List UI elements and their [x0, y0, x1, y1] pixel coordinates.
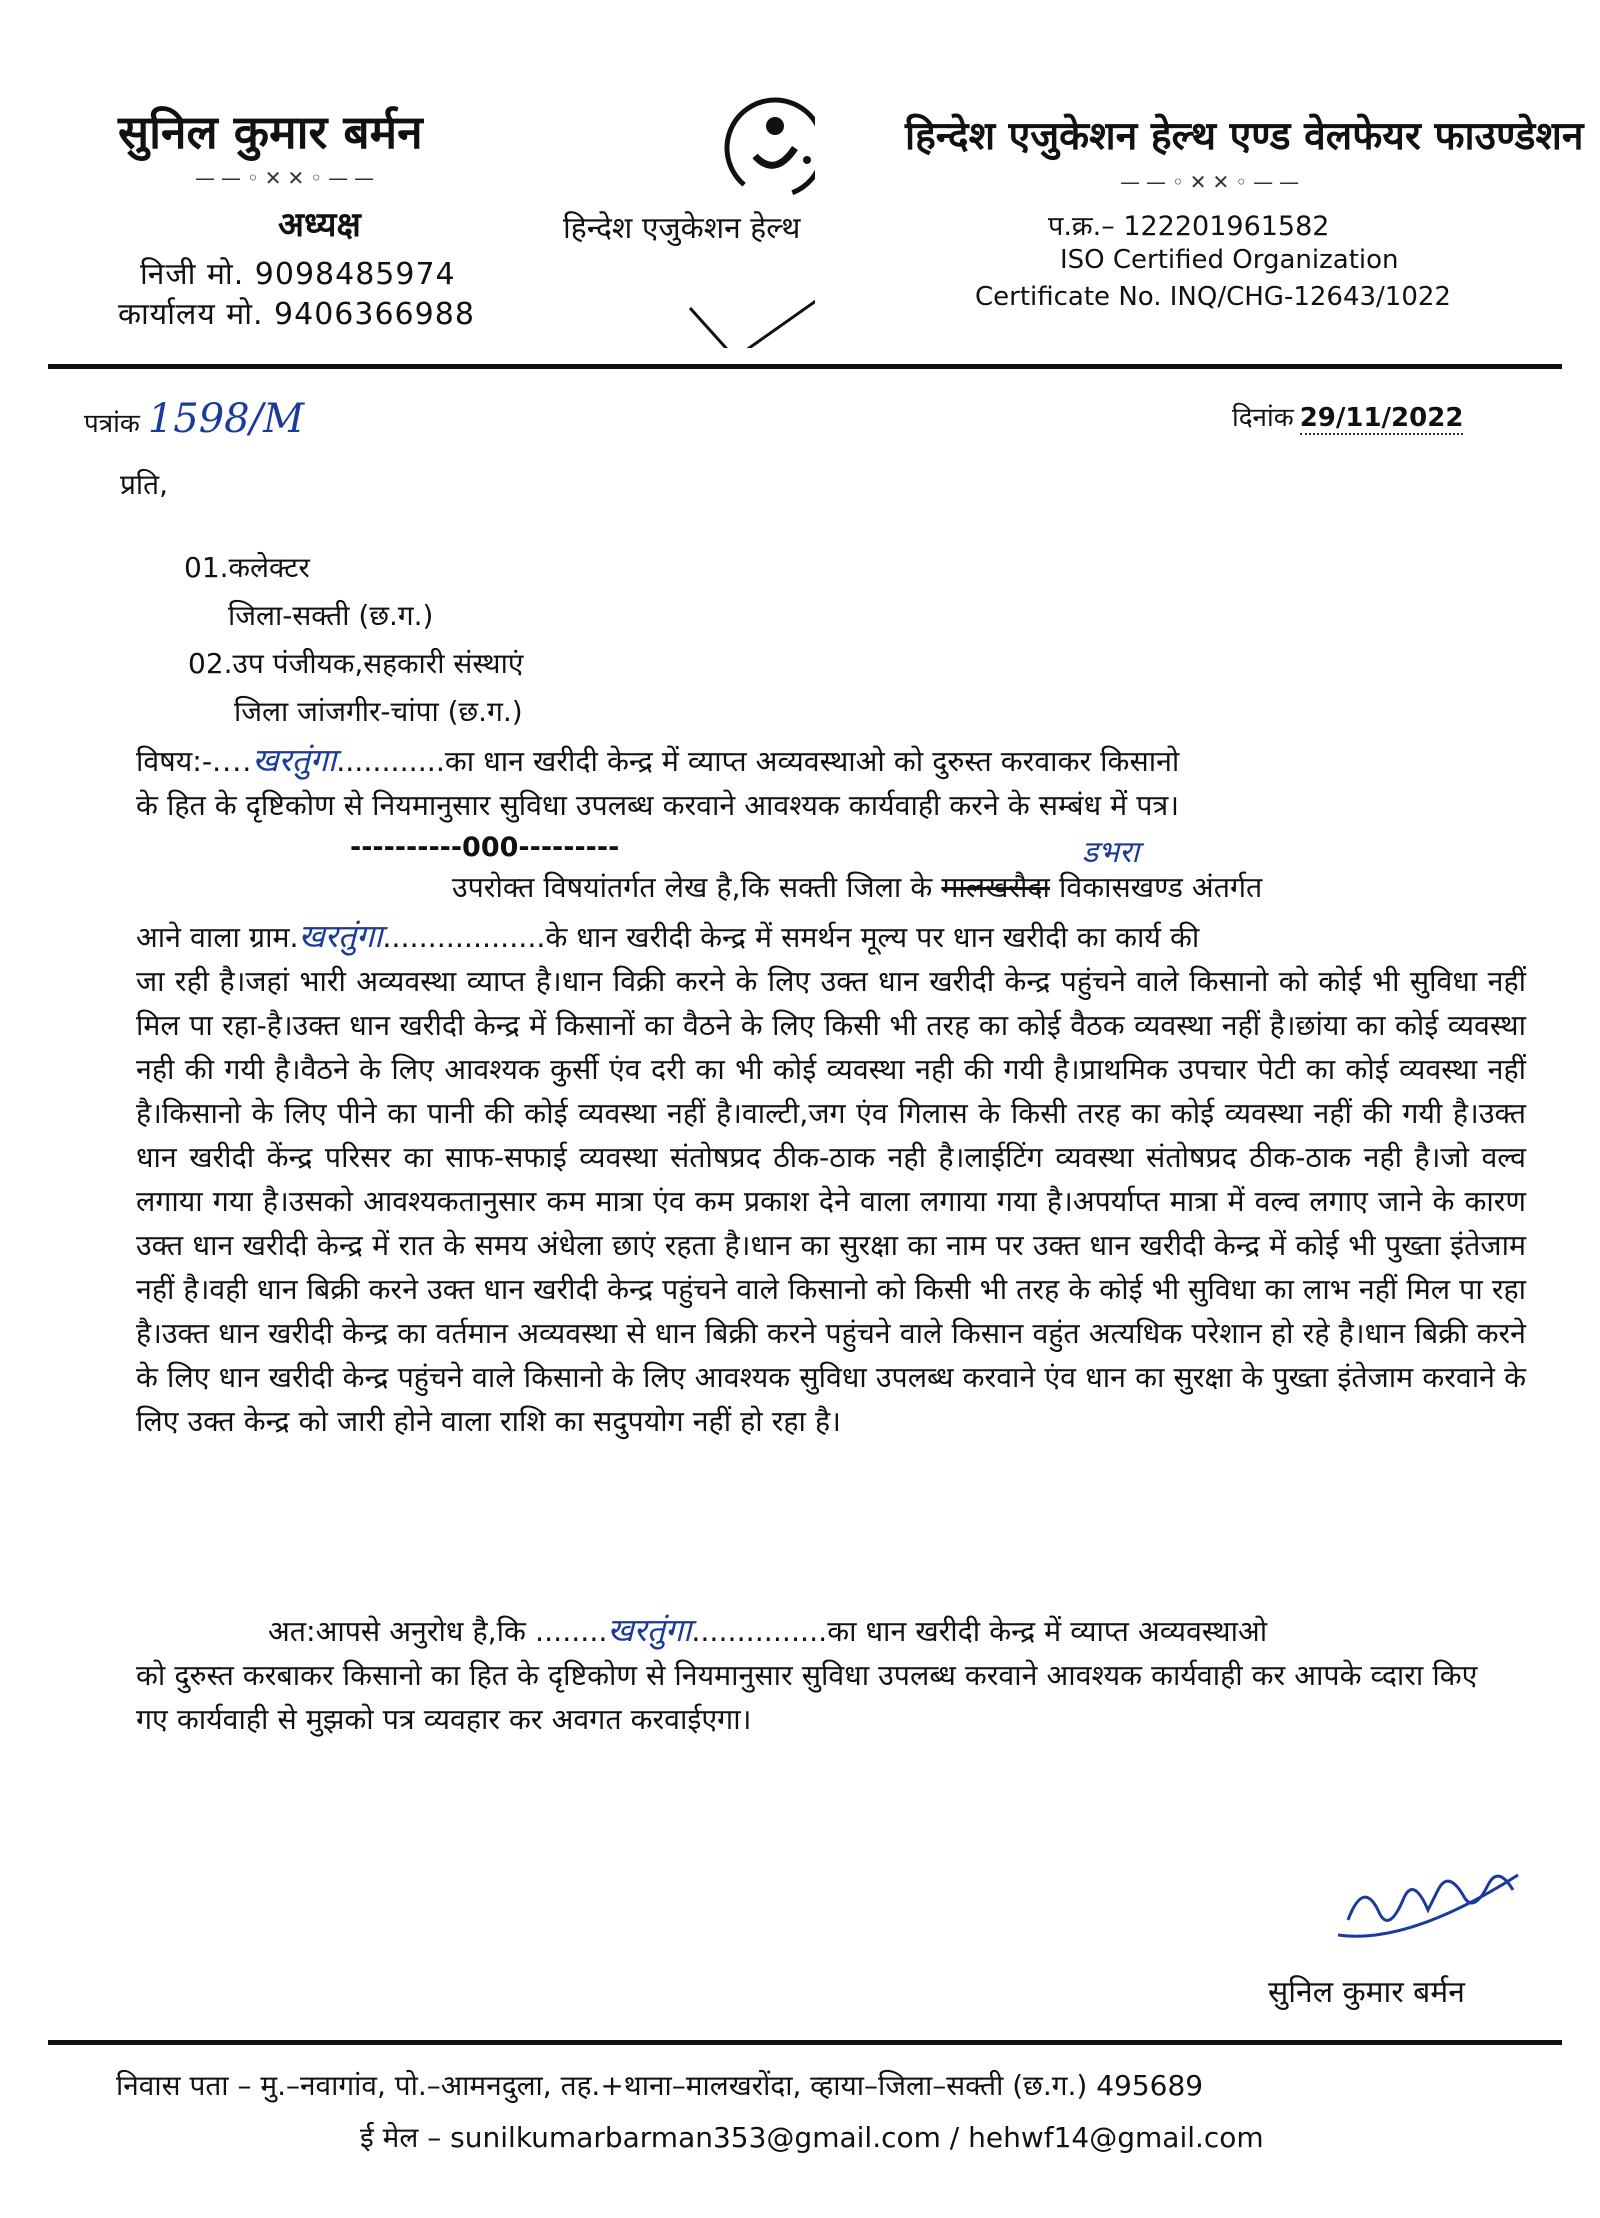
- registration-number: प.क्र.– 122201961582: [1048, 211, 1330, 242]
- subject-line-2: के हित के दृष्टिकोण से नियमानुसार सुविधा उपलब्ध करवाने आवश्यक कार्यवाही करने के सम्बंध में पत्र।: [136, 789, 1179, 822]
- footer-email: ई मेल – sunilkumarbarman353@gmail.com / hehwf14@gmail.com: [360, 2121, 1264, 2154]
- date-label: दिनांक: [1232, 403, 1294, 433]
- signatory-name: सुनिल कुमार बर्मन: [1268, 1975, 1465, 2010]
- separator: ----------000---------: [350, 832, 620, 863]
- request-village: खरतुंगा: [607, 1611, 692, 1649]
- reference-number: 1598/M: [147, 396, 305, 442]
- personal-phone: निजी मो. 9098485974: [140, 257, 456, 292]
- date-value: 29/11/2022: [1299, 403, 1464, 433]
- footer-address: निवास पता – मु.–नवागांव, पो.–आमनदुला, तह.+थाना–मालखरोंदा, व्हाया–जिला–सक्ती (छ.ग.) 495689: [116, 2069, 1204, 2102]
- signature-scribble: [1318, 1840, 1538, 1970]
- subject-text-1: का धान खरीदी केन्द्र में व्याप्त अव्यवस्थाओ को दुरुस्त करवाकर किसानो: [444, 745, 1180, 778]
- logo-caption: हिन्देश एजुकेशन हेल्थ: [563, 211, 801, 246]
- recipient-2-line1: 02.उप पंजीयक,सहकारी संस्थाएं: [188, 647, 524, 680]
- header-rule: [48, 364, 1562, 369]
- certificate-number: Certificate No. INQ/CHG-12643/1022: [975, 282, 1451, 312]
- body-line-1-end: विकासखण्ड अंतर्गत: [1059, 871, 1263, 904]
- salutation: प्रति,: [120, 468, 169, 501]
- ornament-right: ——◦✕✕◦——: [1120, 170, 1306, 194]
- request-end: का धान खरीदी केन्द्र में व्याप्त अव्यवस्थाओ: [827, 1615, 1268, 1648]
- foundation-name: हिन्देश एजुकेशन हेल्थ एण्ड वेलफेयर फाउण्डेशन: [905, 113, 1584, 159]
- subject-label: विषय:-: [136, 745, 213, 778]
- reference-label: पत्रांक: [84, 409, 140, 439]
- body-paragraph: जा रही है।जहां भारी अव्यवस्था व्याप्त है।धान विक्री करने के लिए उक्त धान खरीदी केन्द्र पहुंचने वाले किसानो को कोई भी सुविधा नहीं मिल पा रहा-है।उक्त धान खरीदी केन्द्र में किसानों का वैठने के लिए किसी भी तरह का कोई वैठक व्यवस्था नहीं है।छांया का कोई व्यवस्था नही की गयी है।वैठने के लिए आवश्यक कुर्सी एंव दरी का भी कोई व्यवस्था नही की गयी है।प्राथमिक उपचार पेटी का कोई व्यवस्था नहीं है।किसानो के लिए पीने का पानी की कोई व्यवस्था नहीं है।वाल्टी,जग एंव गिलास के किसी तरह का कोई व्यवस्था नहीं की गयी है।उक्त धान खरीदी केंन्द्र परिसर का साफ-सफाई व्यवस्था संतोषप्रद ठीक-ठाक नही है।लाईटिंग व्यवस्था संतोषप्रद ठीक-ठाक नही है।जो वल्व लगाया गया है।उसको आवश्यकतानुसार कम मात्रा एंव कम प्रकाश देने वाला लगाया गया है।अपर्याप्त मात्रा में वल्व लगाए जाने के कारण उक्त धान खरीदी केन्द्र में रात के समय अंधेला छाएं रहता है।धान का सुरक्षा का नाम पर उक्त धान खरीदी केन्द्र में कोई भी पुख्ता इंतेजाम नहीं है।वही धान बिक्री करने उक्त धान खरीदी केन्द्र पहुंचने वाले किसानो को किसी भी तरह के कोई भी सुविधा का लाभ नहीं मिल पा रहा है।उक्त धान खरीदी केन्द्र का वर्तमान अव्यवस्था से धान बिक्री करने पहुंचने वाले किसान वहुंत अत्यधिक परेशान हो रहे है।धान बिक्री करने के लिए धान खरीदी केन्द्र पहुंचने वाले किसानो के लिए आवश्यक सुविधा उपलब्ध करवाने एंव धान का सुरक्षा के पुख्ता इंतेजाम करवाने के लिए उक्त केन्द्र को जारी होने वाला राशि का सदुपयोग नहीं हो रहा है।: [136, 965, 1526, 1438]
- president-title: अध्यक्ष: [278, 205, 361, 245]
- block-name-handwritten: डभरा: [1082, 835, 1140, 870]
- footer-rule: [48, 2040, 1562, 2045]
- office-phone: कार्यालय मो. 9406366988: [118, 297, 475, 332]
- president-name: सुनिल कुमार बर्मन: [118, 105, 423, 159]
- body-line-1-text: उपरोक्त विषयांतर्गत लेख है,कि सक्ती जिला के: [452, 871, 933, 904]
- body-line-2-end: के धान खरीदी केन्द्र में समर्थन मूल्य पर धान खरीदी का कार्य की: [545, 921, 1200, 954]
- ornament: ——◦✕✕◦——: [195, 166, 381, 190]
- struck-block-name: मालखरौदा: [941, 871, 1050, 904]
- subject-line-1: विषय:-....खरतुंगा............का धान खरीदी केन्द्र में व्याप्त अव्यवस्थाओ को दुरुस्त करवाकर किसानो: [136, 741, 1180, 779]
- body-line-2-start: आने वाला ग्राम: [136, 921, 290, 954]
- recipient-1-line2: जिला-सक्ती (छ.ग.): [228, 599, 434, 632]
- recipient-2-line2: जिला जांजगीर-चांपा (छ.ग.): [234, 695, 523, 728]
- body-line-2: आने वाला ग्राम.खरतुंगा..................के धान खरीदी केन्द्र में समर्थन मूल्य पर धान खरीदी का कार्य की: [136, 917, 1200, 955]
- body-village: खरतुंगा: [298, 917, 383, 955]
- recipient-1-line1: 01.कलेक्टर: [184, 551, 310, 584]
- request-rest: को दुरुस्त करबाकर किसानो का हित के दृष्टिकोण से नियमानुसार सुविधा उपलब्ध करवाने आवश्यक कार्यवाही कर आपके व्दारा किए गए कार्यवाही से मुझको पत्र व्यवहार कर अवगत करवाईएगा।: [136, 1659, 1478, 1736]
- iso-line: ISO Certified Organization: [1060, 245, 1399, 275]
- reference: [84, 396, 304, 442]
- body-line-1: [452, 868, 1262, 906]
- request-start: अत:आपसे अनुरोध है,कि: [268, 1615, 526, 1648]
- date: [1232, 398, 1463, 434]
- subject-village: खरतुंगा: [252, 741, 337, 779]
- request-line-1: अत:आपसे अनुरोध है,कि ........खरतुंगा...............का धान खरीदी केन्द्र में व्याप्त अव्यवस्थाओ: [268, 1611, 1268, 1649]
